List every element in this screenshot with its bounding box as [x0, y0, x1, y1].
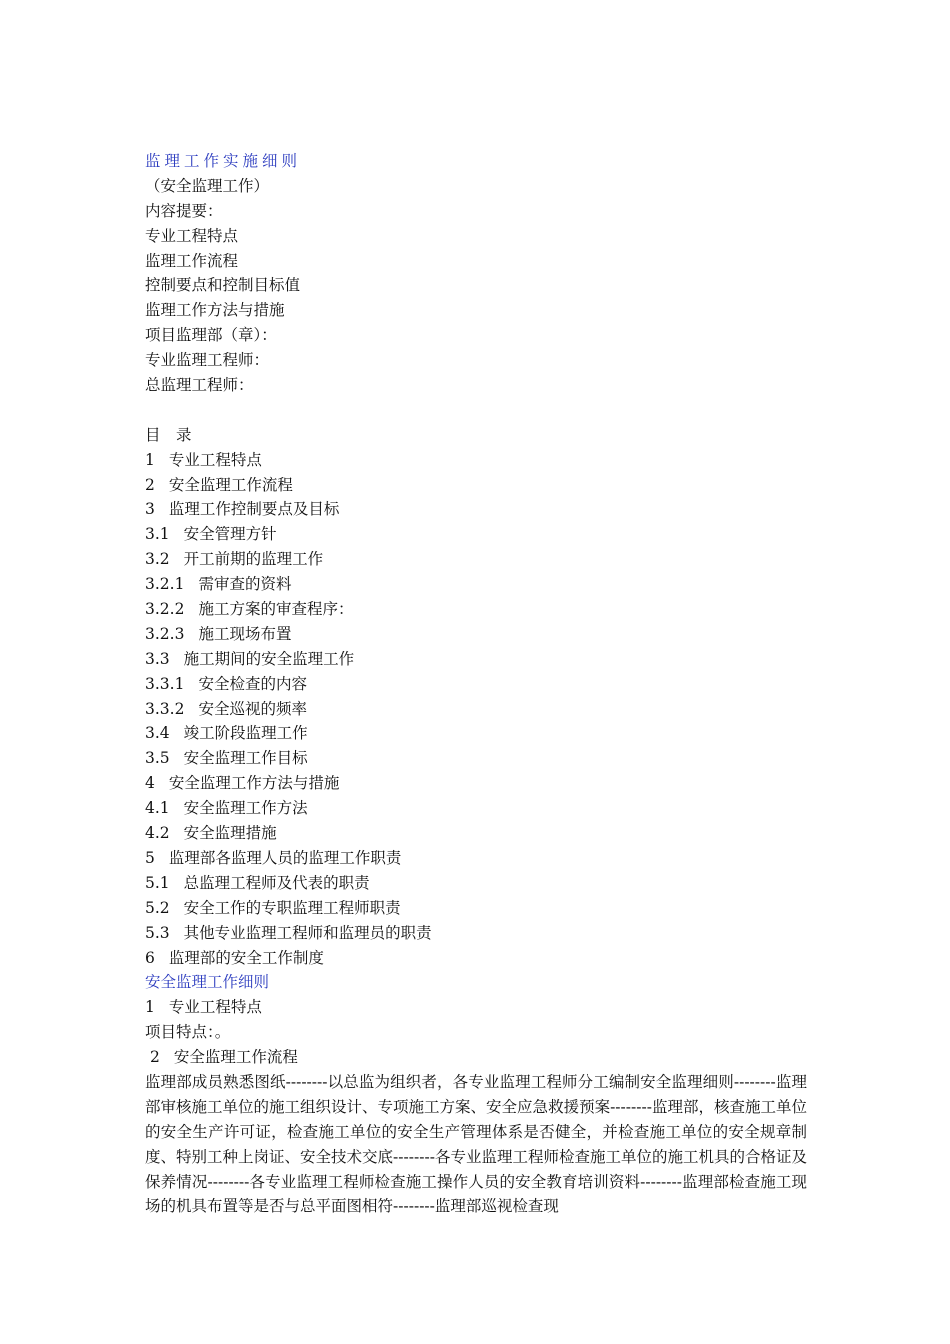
toc-entry-number: 5.3: [145, 923, 170, 942]
toc-entry-number: 3.3.2: [145, 699, 185, 718]
toc-entry-number: 3.2.1: [145, 575, 185, 594]
toc-entry-number: 3.2.3: [145, 624, 185, 643]
toc-entry: [145, 597, 807, 622]
toc-heading: 目 录: [145, 425, 192, 444]
toc-entry-text: 竣工阶段监理工作: [183, 724, 308, 743]
toc-entry: [145, 896, 807, 921]
toc-entry-text: 安全监理措施: [183, 824, 277, 843]
toc-entry-text: 施工方案的审查程序：: [198, 600, 354, 619]
toc-entry: [145, 622, 807, 647]
toc-entry: [145, 946, 807, 971]
section-2-number: 2: [149, 1048, 160, 1067]
toc-entry-number: 3.2: [145, 550, 170, 569]
spacer: [145, 398, 807, 423]
toc-entry: [145, 547, 807, 572]
toc-entry-number: 3.3.1: [145, 674, 185, 693]
section-1-title: 专业工程特点: [168, 998, 262, 1017]
toc-entry: [145, 821, 807, 846]
toc-entry: [145, 771, 807, 796]
toc-entry-text: 总监理工程师及代表的职责: [183, 873, 370, 892]
toc-entry-number: 5.2: [145, 898, 170, 917]
toc-entry: [145, 721, 807, 746]
toc-entry: [145, 746, 807, 771]
toc-entry-number: 4: [145, 774, 155, 793]
toc-entry: [145, 796, 807, 821]
toc-entry-text: 监理部的安全工作制度: [168, 948, 324, 967]
toc-entry-number: 3.4: [145, 724, 170, 743]
toc-entry-number: 3: [145, 500, 155, 519]
toc-entry-number: 1: [145, 450, 155, 469]
toc-entry-text: 监理部各监理人员的监理工作职责: [168, 848, 402, 867]
toc-entry-number: 6: [145, 948, 155, 967]
toc-entry: [145, 921, 807, 946]
toc-entry-text: 开工前期的监理工作: [183, 550, 324, 569]
toc-entry: [145, 647, 807, 672]
section-2-title: 安全监理工作流程: [173, 1048, 298, 1067]
toc-entry-text: 安全监理工作方法: [183, 799, 308, 818]
toc-entry: [145, 697, 807, 722]
toc-entry-number: 2: [145, 475, 155, 494]
summary-item: 专业工程特点: [145, 226, 239, 245]
summary-item: 监理工作方法与措施: [145, 301, 285, 320]
toc-entry-text: 施工期间的安全监理工作: [183, 649, 355, 668]
signoff-department: 项目监理部（章）：: [145, 326, 277, 345]
document-title: 监理工作实施细则: [145, 152, 302, 170]
toc-entry-text: 需审查的资料: [198, 575, 292, 594]
toc-entry: [145, 871, 807, 896]
toc-entry-text: 专业工程特点: [168, 450, 262, 469]
toc-entry-text: 监理工作控制要点及目标: [168, 500, 340, 519]
toc-entry-text: 施工现场布置: [198, 624, 292, 643]
section-1-number: 1: [145, 998, 155, 1017]
toc-entry-number: 4.1: [145, 799, 170, 818]
toc-entry-number: 5.1: [145, 873, 170, 892]
signoff-chief: 总监理工程师：: [145, 376, 254, 395]
toc-entry-number: 4.2: [145, 824, 170, 843]
section-2-heading: [145, 1045, 807, 1070]
section-2-paragraph: 监理部成员熟悉图纸--------以总监为组织者，各专业监理工程师分工编制安全监理细则--------监理部审核施工单位的施工组织设计、专项施工方案、安全应急救援预案--------监理部，核查施工单位的安全生产许可证，检查施工单位的安全生产管理体系是否健全，并检查施工单位的安全规章制度、特别工种上岗证、安全技术交底--------各专业监理工程师检查施工单位的施工机具的合格证及保养情况--------各专业监理工程师检查施工操作人员的安全教育培训资料--------监理部检查施工现场的机具布置等是否与总平面图相符--------监理部巡视检查现: [145, 1072, 807, 1216]
toc-entry: [145, 448, 807, 473]
toc-entry: [145, 846, 807, 871]
summary-item: 控制要点和控制目标值: [145, 276, 301, 295]
toc-entry-number: 3.5: [145, 749, 170, 768]
toc-entry-text: 安全监理工作方法与措施: [168, 774, 340, 793]
signoff-engineer: 专业监理工程师：: [145, 351, 270, 370]
toc-entry-text: 安全巡视的频率: [198, 699, 307, 718]
toc-entry: [145, 572, 807, 597]
toc-entry: [145, 522, 807, 547]
toc-entry-number: 3.2.2: [145, 600, 185, 619]
toc-list: [145, 448, 807, 971]
summary-label: 内容提要：: [145, 201, 223, 220]
summary-item: 监理工作流程: [145, 251, 239, 270]
toc-entry: [145, 672, 807, 697]
toc-entry-text: 安全监理工作流程: [168, 475, 293, 494]
section-title: 安全监理工作细则: [145, 973, 270, 992]
toc-entry: [145, 497, 807, 522]
document-page: [145, 149, 807, 1219]
toc-entry-number: 5: [145, 848, 155, 867]
section-1-heading: [145, 995, 807, 1020]
toc-entry-text: 安全检查的内容: [198, 674, 307, 693]
toc-entry-text: 安全工作的专职监理工程师职责: [183, 898, 401, 917]
toc-entry: [145, 473, 807, 498]
toc-entry-text: 安全管理方针: [183, 525, 277, 544]
section-1-text: 项目特点：。: [145, 1023, 231, 1042]
toc-entry-text: 安全监理工作目标: [183, 749, 308, 768]
toc-entry-number: 3.3: [145, 649, 170, 668]
toc-entry-number: 3.1: [145, 525, 170, 544]
document-subtitle: （安全监理工作）: [145, 176, 270, 195]
toc-entry-text: 其他专业监理工程师和监理员的职责: [183, 923, 432, 942]
